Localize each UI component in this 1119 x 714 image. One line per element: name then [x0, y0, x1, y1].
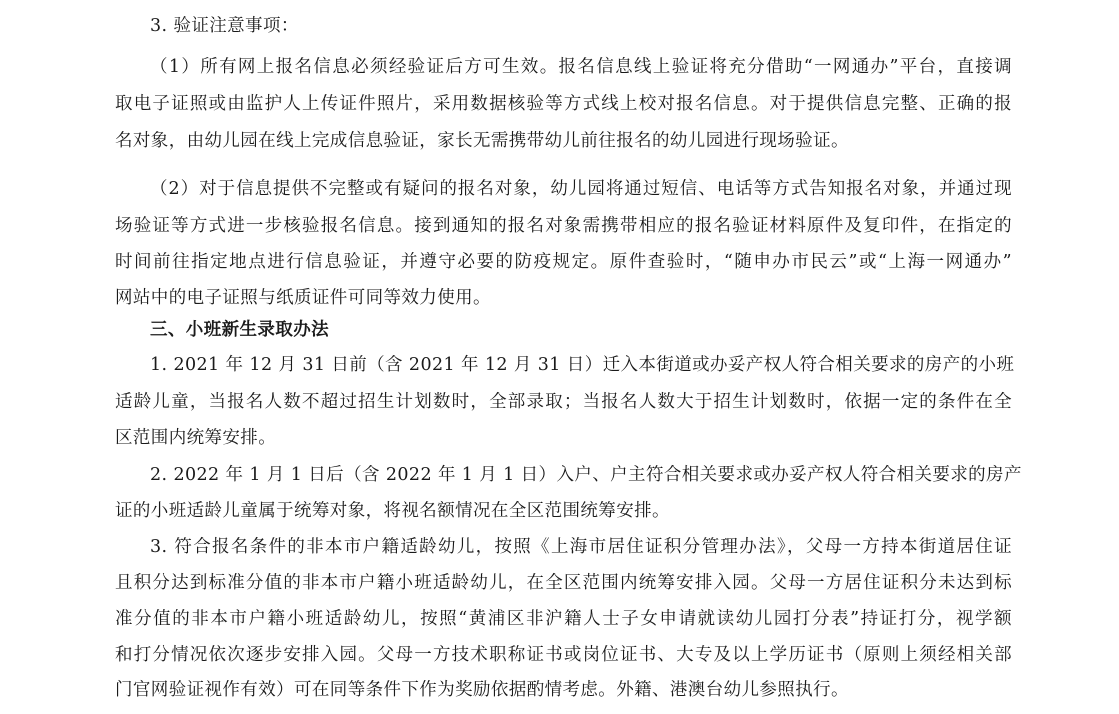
section-heading-admission: 三、小班新生录取办法: [150, 320, 329, 340]
rule1-line-1: 1. 2021 年 12 月 31 日前（含 2021 年 12 月 31 日）迁入本街道或办妥产权人符合相关要求的房产的小班: [150, 355, 1015, 375]
rule3-line-4: 和打分情况依次逐步安排入园。父母一方技术职称证书或岗位证书、大专及以上学历证书（原则上须经相关部: [115, 645, 1012, 665]
rule3-line-2: 且积分达到标准分值的非本市户籍小班适龄幼儿，在全区范围内统筹安排入园。父母一方居住证积分未达到标: [115, 573, 1012, 593]
item1-line-2: 取电子证照或由监护人上传证件照片，采用数据核验等方式线上校对报名信息。对于提供信息完整、正确的报: [115, 94, 1012, 114]
rule2-line-1: 2. 2022 年 1 月 1 日后（含 2022 年 1 月 1 日）入户、户主符合相关要求或办妥产权人符合相关要求的房产: [150, 465, 1022, 485]
rule3-line-1: 3. 符合报名条件的非本市户籍适龄幼儿，按照《上海市居住证积分管理办法》，父母一方持本街道居住证: [150, 537, 1012, 557]
rule2-line-2: 证的小班适龄儿童属于统筹对象，将视名额情况在全区范围统筹安排。: [115, 501, 670, 521]
section-title-verification: 3. 验证注意事项：: [150, 16, 299, 36]
item1-line-3: 名对象，由幼儿园在线上完成信息验证，家长无需携带幼儿前往报名的幼儿园进行现场验证。: [115, 131, 849, 151]
item2-line-2: 场验证等方式进一步核验报名信息。接到通知的报名对象需携带相应的报名验证材料原件及复印件，在指定的: [115, 216, 1012, 236]
rule1-line-3: 区范围内统筹安排。: [115, 428, 277, 448]
item2-line-4: 网站中的电子证照与纸质证件可同等效力使用。: [115, 288, 491, 308]
rule3-line-3: 准分值的非本市户籍小班适龄幼儿，按照“黄浦区非沪籍人士子女申请就读幼儿园打分表”持证打分，视学额: [115, 609, 1012, 629]
item1-line-1: （1）所有网上报名信息必须经验证后方可生效。报名信息线上验证将充分借助“一网通办”平台，直接调: [150, 57, 1012, 77]
rule1-line-2: 适龄儿童，当报名人数不超过招生计划数时，全部录取；当报名人数大于招生计划数时，依据一定的条件在全: [115, 392, 1012, 412]
item2-line-3: 时间前往指定地点进行信息验证，并遵守必要的防疫规定。原件查验时，“随申办市民云”或“上海一网通办”: [115, 252, 1012, 272]
item2-line-1: （2）对于信息提供不完整或有疑问的报名对象，幼儿园将通过短信、电话等方式告知报名对象，并通过现: [150, 179, 1012, 199]
rule3-line-5: 门官网验证视作有效）可在同等条件下作为奖励依据酌情考虑。外籍、港澳台幼儿参照执行。: [115, 680, 849, 700]
